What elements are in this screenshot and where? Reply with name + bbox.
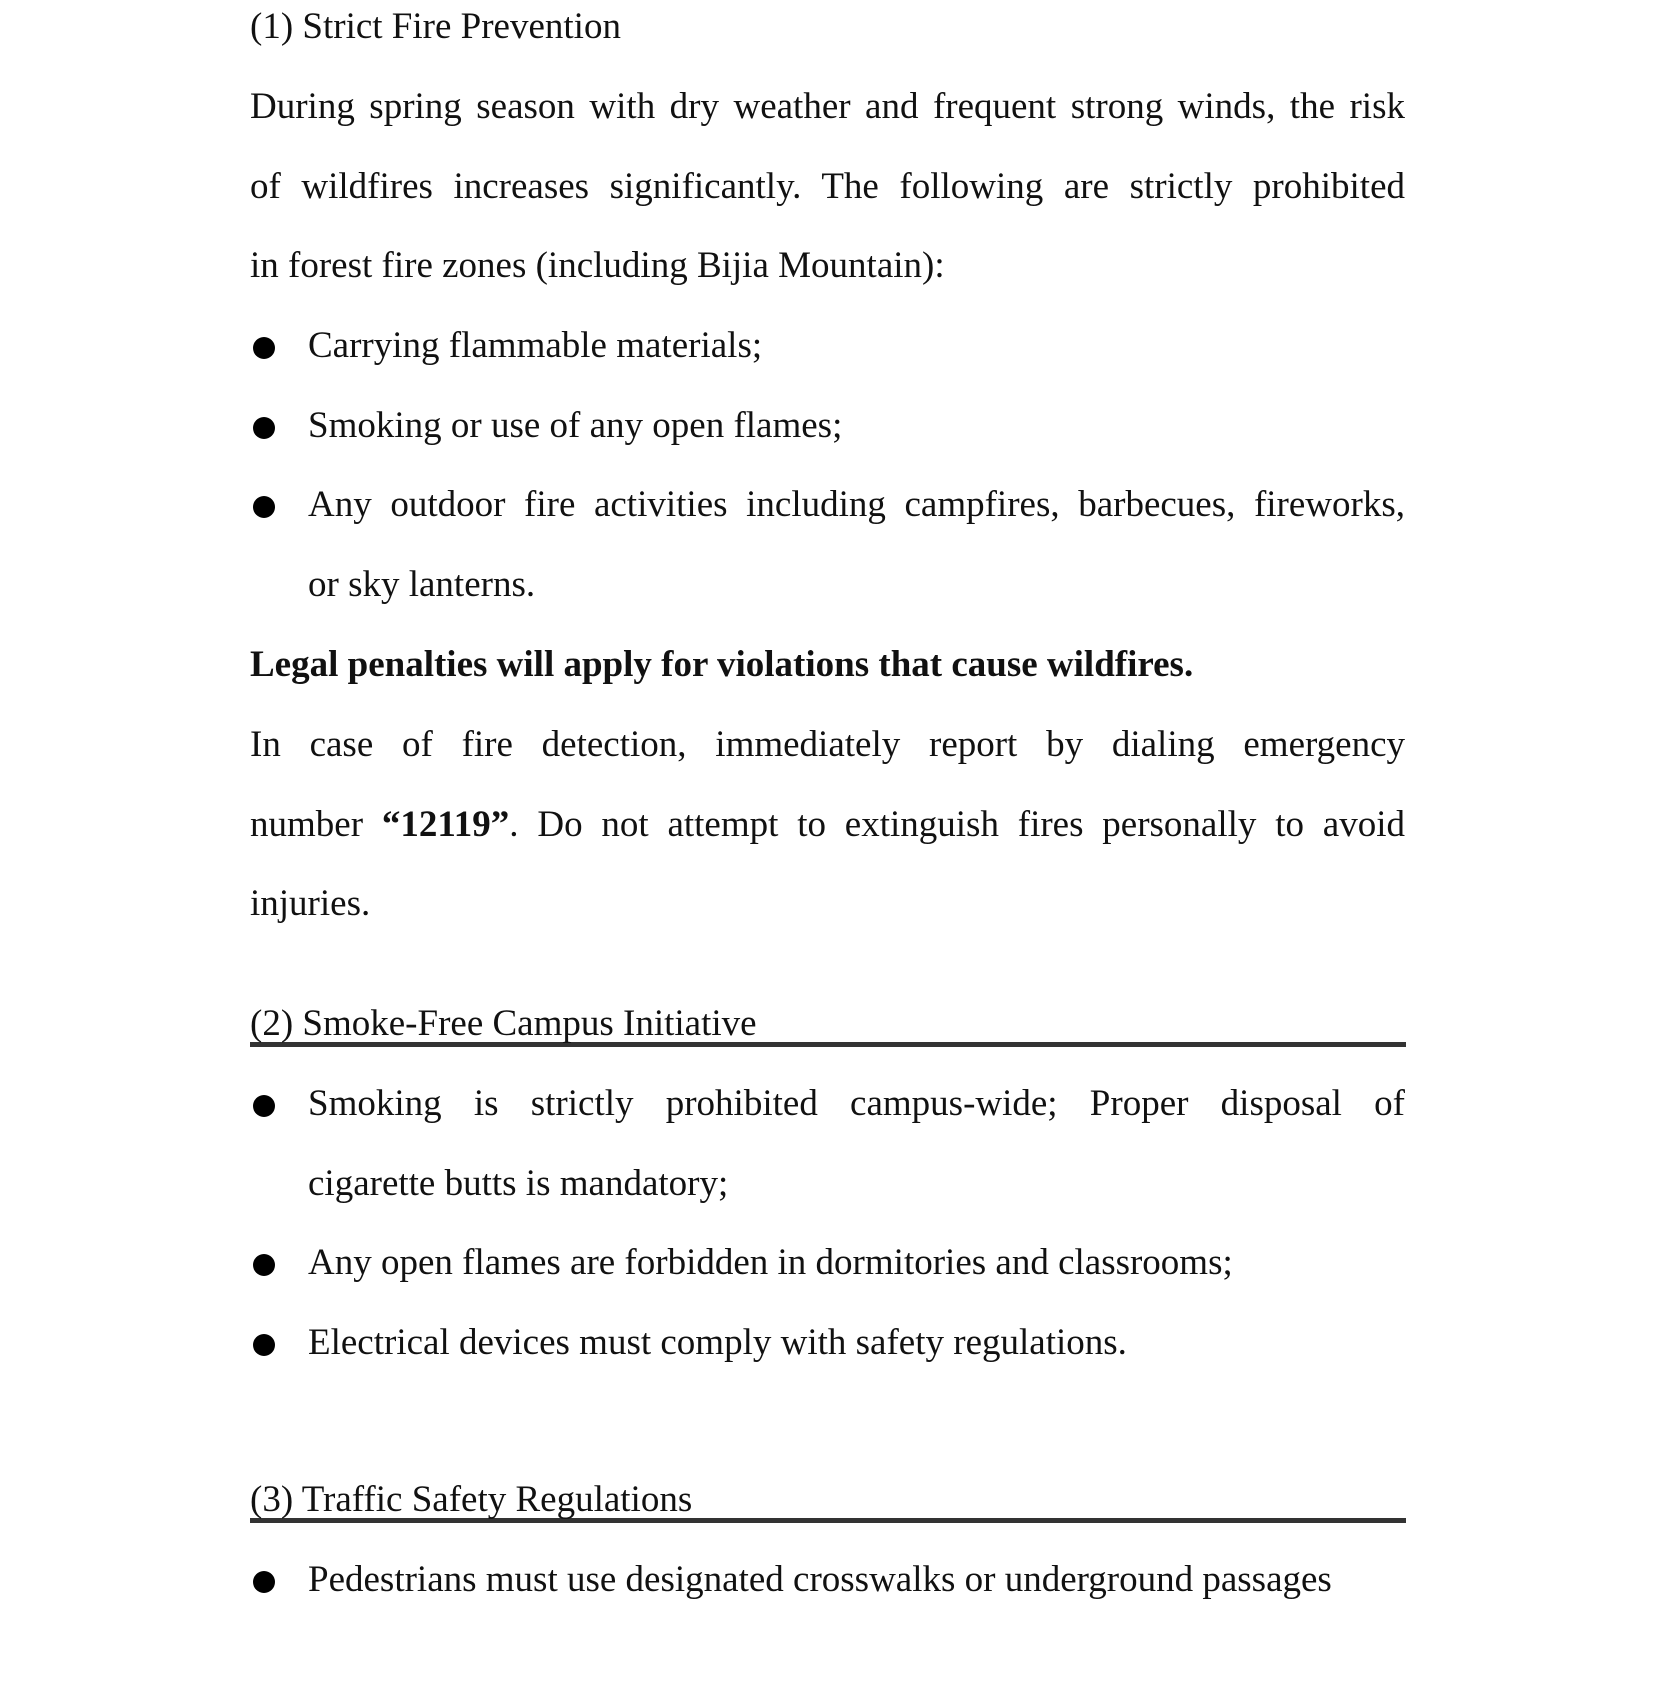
penalty-notice: Legal penalties will apply for violations that cause wildfires. xyxy=(250,644,1194,685)
section1-intro-line-2: of wildfires increases significantly. The following are strictly prohibited xyxy=(250,166,1405,207)
list-item-text: Electrical devices must comply with safety regulations. xyxy=(308,1322,1127,1363)
list-item-text: Smoking or use of any open flames; xyxy=(308,405,843,446)
report-line-1: In case of fire detection, immediately report by dialing emergency xyxy=(250,724,1405,765)
section1-heading: (1) Strict Fire Prevention xyxy=(250,6,621,47)
bullet-icon xyxy=(253,1334,275,1356)
section2-heading: (2) Smoke-Free Campus Initiative xyxy=(250,1003,757,1044)
report-line-3: injuries. xyxy=(250,883,371,924)
list-item-text: Any open flames are forbidden in dormitories and classrooms; xyxy=(308,1242,1233,1283)
section1-intro-line-1: During spring season with dry weather and frequent strong winds, the risk xyxy=(250,86,1405,127)
report-line-2-prefix: number xyxy=(250,804,382,845)
list-item-text: Any outdoor fire activities including campfires, barbecues, fireworks, xyxy=(308,484,1405,525)
report-line-2 xyxy=(250,802,1405,848)
list-item-text: Carrying flammable materials; xyxy=(308,325,763,366)
list-item-text: Pedestrians must use designated crosswalks or underground passages xyxy=(308,1559,1332,1600)
bullet-icon xyxy=(253,1254,275,1276)
bullet-icon xyxy=(253,496,275,518)
section1-intro-line-3: in forest fire zones (including Bijia Mountain): xyxy=(250,245,945,286)
report-line-2-suffix: . Do not attempt to extinguish fires personally to avoid xyxy=(509,804,1405,845)
list-item-continuation: cigarette butts is mandatory; xyxy=(308,1163,729,1204)
bullet-icon xyxy=(253,417,275,439)
bullet-icon xyxy=(253,337,275,359)
bullet-icon xyxy=(253,1095,275,1117)
emergency-number: “12119” xyxy=(381,804,510,845)
bullet-icon xyxy=(253,1571,275,1593)
section3-heading: (3) Traffic Safety Regulations xyxy=(250,1479,693,1520)
list-item-text: Smoking is strictly prohibited campus-wide; Proper disposal of xyxy=(308,1083,1405,1124)
list-item-continuation: or sky lanterns. xyxy=(308,564,536,605)
